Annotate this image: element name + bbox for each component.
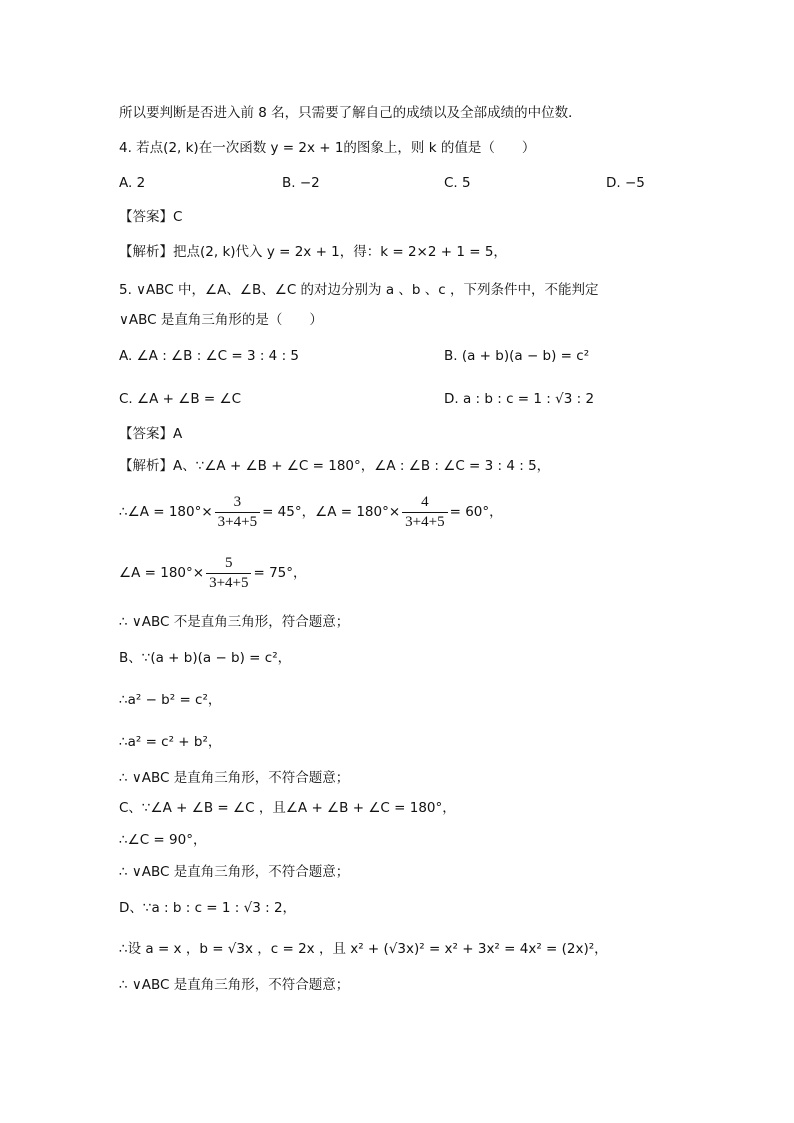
- q5-conclusion-a: ∴ ∨ABC 不是直角三角形，符合题意；: [119, 614, 350, 630]
- q5-option-c: C. ∠A + ∠B = ∠C: [119, 391, 242, 407]
- calc2-prefix: ∠A = 180°×: [119, 565, 205, 581]
- fraction-denominator: 3+4+5: [209, 574, 249, 591]
- fraction-denominator: 3+4+5: [405, 513, 445, 530]
- intro-line: 所以要判断是否进入前 8 名，只需要了解自己的成绩以及全部成绩的中位数．: [119, 105, 582, 121]
- fraction-numerator: 3: [215, 494, 260, 513]
- q5-c-line2: ∴∠C = 90°，: [119, 832, 207, 848]
- q5-analysis-head: 【解析】A、∵∠A + ∠B + ∠C = 180°，∠A : ∠B : ∠C = 3 : 4 : 5，: [119, 458, 551, 474]
- q4-option-b: B. −2: [282, 175, 320, 191]
- q5-answer: 【答案】A: [119, 426, 183, 442]
- q4-stem: 4. 若点(2, k)在一次函数 y = 2x + 1的图象上，则 k 的值是（ ）: [119, 140, 536, 156]
- q5-calc-line1: [119, 492, 503, 532]
- fraction-3-over-12: [215, 494, 260, 531]
- q5-b-line3: ∴a² = c² + b²，: [119, 734, 222, 750]
- q4-option-a: A. 2: [119, 175, 146, 191]
- fraction-5-over-12: [206, 555, 251, 592]
- fraction-numerator: 5: [206, 555, 251, 574]
- q5-stem-line2: ∨ABC 是直角三角形的是（ ）: [119, 312, 323, 328]
- q4-analysis: 【解析】把点(2, k)代入 y = 2x + 1，得：k = 2×2 + 1 = 5，: [119, 244, 507, 260]
- calc1-mid: = 45°，∠A = 180°×: [262, 504, 401, 520]
- fraction-numerator: 4: [402, 494, 447, 513]
- q5-d-line2: ∴设 a = x ，b = √3x ，c = 2x ，且 x² + (√3x)² = x² + 3x² = 4x² = (2x)²，: [119, 941, 608, 957]
- q5-option-b: B. (a + b)(a − b) = c²: [444, 348, 590, 364]
- calc2-end: = 75°，: [253, 565, 307, 581]
- q5-b-line1: B、∵(a + b)(a − b) = c²，: [119, 650, 292, 666]
- q5-b-line4: ∴ ∨ABC 是直角三角形，不符合题意；: [119, 770, 350, 786]
- q5-stem-line1: 5. ∨ABC 中，∠A、∠B、∠C 的对边分别为 a 、b 、c ，下列条件中，不能判定: [119, 282, 599, 298]
- q4-answer: 【答案】C: [119, 209, 183, 225]
- q5-c-line1: C、∵∠A + ∠B = ∠C ，且∠A + ∠B + ∠C = 180°，: [119, 800, 456, 816]
- q4-option-d: D. −5: [606, 175, 645, 191]
- q4-option-c: C. 5: [444, 175, 471, 191]
- calc1-end: = 60°，: [449, 504, 503, 520]
- fraction-4-over-12: [402, 494, 447, 531]
- calc1-prefix: ∴∠A = 180°×: [119, 504, 213, 520]
- q5-d-line3: ∴ ∨ABC 是直角三角形，不符合题意；: [119, 977, 350, 993]
- q5-c-line3: ∴ ∨ABC 是直角三角形，不符合题意；: [119, 864, 350, 880]
- q5-b-line2: ∴a² − b² = c²，: [119, 692, 222, 708]
- q5-calc-line2: [119, 553, 307, 593]
- q5-d-line1: D、∵a : b : c = 1 : √3 : 2，: [119, 900, 297, 916]
- fraction-denominator: 3+4+5: [217, 513, 258, 530]
- q5-option-a: A. ∠A : ∠B : ∠C = 3 : 4 : 5: [119, 348, 299, 364]
- q5-option-d: D. a : b : c = 1 : √3 : 2: [444, 391, 595, 407]
